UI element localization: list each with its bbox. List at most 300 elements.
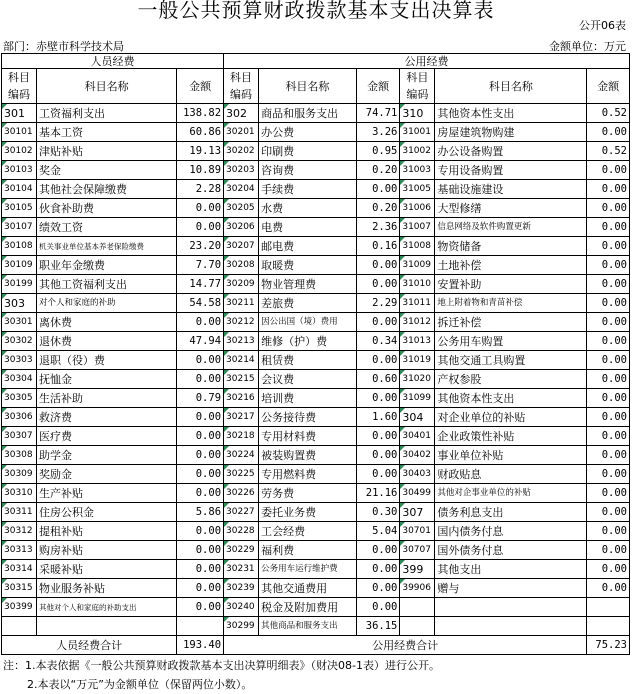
code-cell: 30315 — [2, 579, 37, 598]
public-total-label: 公用经费合计 — [224, 636, 587, 655]
code-cell: 31005 — [400, 180, 435, 199]
name-cell: 维修（护）费 — [259, 332, 357, 351]
amount-cell: 0.00 — [356, 427, 400, 446]
header-name: 科目名称 — [259, 69, 357, 104]
department-label: 部门：赤壁市科学技术局 — [3, 40, 124, 53]
name-cell: 其他资本性支出 — [435, 389, 587, 408]
name-cell: 水费 — [259, 199, 357, 218]
code-cell: 30308 — [2, 446, 37, 465]
name-cell: 生产补贴 — [37, 484, 177, 503]
code-cell: 30301 — [2, 313, 37, 332]
name-cell: 拆迁补偿 — [435, 313, 587, 332]
name-cell: 债务利息支出 — [435, 503, 587, 522]
name-cell: 助学金 — [37, 446, 177, 465]
name-cell: 工资福利支出 — [37, 104, 177, 123]
table-row — [2, 123, 630, 142]
code-cell: 30206 — [224, 218, 259, 237]
code-cell: 30403 — [400, 465, 435, 484]
code-cell: 30313 — [2, 541, 37, 560]
amount-cell: 60.86 — [177, 123, 224, 142]
code-cell — [400, 598, 435, 617]
name-cell: 对企业单位的补贴 — [435, 408, 587, 427]
table-row — [2, 294, 630, 313]
code-cell: 30226 — [224, 484, 259, 503]
code-cell: 30208 — [224, 256, 259, 275]
name-cell: 其他对企事业单位的补贴 — [435, 484, 587, 503]
code-cell: 30224 — [224, 446, 259, 465]
name-cell: 物资储备 — [435, 237, 587, 256]
name-cell: 救济费 — [37, 408, 177, 427]
code-cell: 31002 — [400, 142, 435, 161]
amount-cell: 36.15 — [356, 617, 400, 636]
name-cell: 其他对个人和家庭的补助支出 — [37, 598, 177, 617]
name-cell: 其他工资福利支出 — [37, 275, 177, 294]
amount-cell: 74.71 — [356, 104, 400, 123]
amount-cell: 0.00 — [177, 446, 224, 465]
table-row — [2, 503, 630, 522]
name-cell: 其他交通费用 — [259, 579, 357, 598]
name-cell: 大型修缮 — [435, 199, 587, 218]
amount-cell: 0.00 — [177, 522, 224, 541]
code-cell: 301 — [2, 104, 37, 123]
name-cell: 伙食补助费 — [37, 199, 177, 218]
code-cell: 31013 — [400, 332, 435, 351]
code-cell: 303 — [2, 294, 37, 313]
amount-cell: 21.16 — [356, 484, 400, 503]
code-cell — [2, 617, 37, 636]
code-cell: 31019 — [400, 351, 435, 370]
code-cell: 30104 — [2, 180, 37, 199]
code-cell: 30216 — [224, 389, 259, 408]
table-row — [2, 256, 630, 275]
name-cell: 绩效工资 — [37, 218, 177, 237]
code-cell: 30305 — [2, 389, 37, 408]
table-row — [2, 351, 630, 370]
name-cell: 差旅费 — [259, 294, 357, 313]
code-cell: 30309 — [2, 465, 37, 484]
amount-cell: 0.00 — [356, 389, 400, 408]
name-cell: 财政贴息 — [435, 465, 587, 484]
code-cell: 30207 — [224, 237, 259, 256]
amount-cell: 0.00 — [587, 503, 630, 522]
amount-cell: 0.00 — [177, 408, 224, 427]
code-cell: 31099 — [400, 389, 435, 408]
amount-cell: 0.00 — [587, 256, 630, 275]
amount-cell: 0.00 — [356, 256, 400, 275]
code-cell: 30306 — [2, 408, 37, 427]
code-cell: 30213 — [224, 332, 259, 351]
code-cell: 30225 — [224, 465, 259, 484]
code-cell: 30201 — [224, 123, 259, 142]
name-cell: 土地补偿 — [435, 256, 587, 275]
amount-cell: 0.00 — [587, 123, 630, 142]
expenditure-table — [1, 53, 630, 655]
code-cell: 304 — [400, 408, 435, 427]
name-cell: 公务接待费 — [259, 408, 357, 427]
code-cell: 30102 — [2, 142, 37, 161]
name-cell: 税金及附加费用 — [259, 598, 357, 617]
name-cell: 对个人和家庭的补助 — [37, 294, 177, 313]
totals-row — [2, 636, 630, 655]
name-cell: 取暖费 — [259, 256, 357, 275]
name-cell: 劳务费 — [259, 484, 357, 503]
name-cell: 被装购置费 — [259, 446, 357, 465]
table-row — [2, 465, 630, 484]
amount-cell: 0.00 — [587, 560, 630, 579]
code-cell: 30707 — [400, 541, 435, 560]
header-name: 科目名称 — [37, 69, 177, 104]
name-cell: 邮电费 — [259, 237, 357, 256]
name-cell: 公务用车运行维护费 — [259, 560, 357, 579]
amount-cell: 0.00 — [587, 446, 630, 465]
amount-cell: 0.00 — [587, 427, 630, 446]
code-cell: 307 — [400, 503, 435, 522]
code-cell: 31003 — [400, 161, 435, 180]
name-cell: 福利费 — [259, 541, 357, 560]
table-row — [2, 389, 630, 408]
code-cell: 30203 — [224, 161, 259, 180]
amount-cell: 0.00 — [587, 237, 630, 256]
name-cell: 提租补贴 — [37, 522, 177, 541]
name-cell: 离休费 — [37, 313, 177, 332]
code-cell: 30399 — [2, 598, 37, 617]
code-cell: 30108 — [2, 237, 37, 256]
name-cell: 采暖补贴 — [37, 560, 177, 579]
code-cell: 30311 — [2, 503, 37, 522]
name-cell: 其他商品和服务支出 — [259, 617, 357, 636]
name-cell: 商品和服务支出 — [259, 104, 357, 123]
name-cell: 工会经费 — [259, 522, 357, 541]
code-cell: 30103 — [2, 161, 37, 180]
amount-cell: 7.70 — [177, 256, 224, 275]
name-cell: 医疗费 — [37, 427, 177, 446]
amount-cell: 0.00 — [177, 465, 224, 484]
name-cell: 物业管理费 — [259, 275, 357, 294]
name-cell: 物业服务补贴 — [37, 579, 177, 598]
code-cell: 31008 — [400, 237, 435, 256]
table-row — [2, 560, 630, 579]
amount-cell: 0.00 — [177, 218, 224, 237]
name-cell: 电费 — [259, 218, 357, 237]
code-cell: 30215 — [224, 370, 259, 389]
code-cell: 399 — [400, 560, 435, 579]
code-cell: 30240 — [224, 598, 259, 617]
table-row — [2, 199, 630, 218]
unit-label: 金额单位：万元 — [549, 40, 626, 53]
amount-cell: 0.00 — [356, 579, 400, 598]
amount-cell: 0.00 — [587, 408, 630, 427]
code-cell: 30217 — [224, 408, 259, 427]
code-cell: 30209 — [224, 275, 259, 294]
amount-cell: 0.00 — [587, 218, 630, 237]
section-public: 公用经费 — [224, 54, 630, 69]
name-cell: 咨询费 — [259, 161, 357, 180]
code-cell: 30299 — [224, 617, 259, 636]
name-cell: 专用燃料费 — [259, 465, 357, 484]
amount-cell: 3.26 — [356, 123, 400, 142]
amount-cell: 0.00 — [587, 484, 630, 503]
amount-cell: 0.95 — [356, 142, 400, 161]
code-cell: 30302 — [2, 332, 37, 351]
header-amount: 金额 — [587, 69, 630, 104]
code-cell: 31012 — [400, 313, 435, 332]
amount-cell: 47.94 — [177, 332, 224, 351]
public-total-amount: 75.23 — [587, 636, 630, 655]
name-cell: 奖励金 — [37, 465, 177, 484]
code-cell — [400, 617, 435, 636]
name-cell: 其他资本性支出 — [435, 104, 587, 123]
amount-cell: 0.00 — [356, 598, 400, 617]
name-cell: 办公费 — [259, 123, 357, 142]
amount-cell: 0.00 — [587, 465, 630, 484]
amount-cell: 0.00 — [587, 370, 630, 389]
code-cell: 31010 — [400, 275, 435, 294]
name-cell: 因公出国（境）费用 — [259, 313, 357, 332]
amount-cell: 0.00 — [177, 579, 224, 598]
name-cell: 产权参股 — [435, 370, 587, 389]
code-cell: 30218 — [224, 427, 259, 446]
table-number: 公开06表 — [579, 19, 626, 32]
amount-cell — [587, 617, 630, 636]
table-row — [2, 313, 630, 332]
table-row — [2, 142, 630, 161]
amount-cell: 0.00 — [356, 560, 400, 579]
name-cell — [37, 617, 177, 636]
amount-cell: 0.00 — [587, 275, 630, 294]
code-cell: 30212 — [224, 313, 259, 332]
name-cell: 奖金 — [37, 161, 177, 180]
name-cell: 赠与 — [435, 579, 587, 598]
name-cell: 住房公积金 — [37, 503, 177, 522]
amount-cell: 23.20 — [177, 237, 224, 256]
code-cell: 30307 — [2, 427, 37, 446]
amount-cell: 0.00 — [177, 313, 224, 332]
report-title: 一般公共预算财政拨款基本支出决算表 — [137, 0, 495, 22]
amount-cell: 0.00 — [587, 161, 630, 180]
code-cell: 30229 — [224, 541, 259, 560]
name-cell: 机关事业单位基本养老保险缴费 — [37, 237, 177, 256]
name-cell: 生活补助 — [37, 389, 177, 408]
code-cell: 302 — [224, 104, 259, 123]
table-row — [2, 541, 630, 560]
name-cell: 印刷费 — [259, 142, 357, 161]
amount-cell: 0.00 — [356, 275, 400, 294]
amount-cell: 2.28 — [177, 180, 224, 199]
header-code: 科目编码 — [2, 69, 37, 104]
amount-cell: 0.00 — [177, 541, 224, 560]
amount-cell: 0.20 — [356, 199, 400, 218]
name-cell: 津贴补贴 — [37, 142, 177, 161]
code-cell: 30202 — [224, 142, 259, 161]
code-cell: 30401 — [400, 427, 435, 446]
table-row — [2, 237, 630, 256]
code-cell: 30214 — [224, 351, 259, 370]
code-cell: 30304 — [2, 370, 37, 389]
code-cell: 30211 — [224, 294, 259, 313]
table-row — [2, 446, 630, 465]
table-row — [2, 617, 630, 636]
amount-cell: 0.60 — [356, 370, 400, 389]
amount-cell: 0.00 — [356, 446, 400, 465]
table-row — [2, 579, 630, 598]
name-cell: 安置补助 — [435, 275, 587, 294]
code-cell: 30231 — [224, 560, 259, 579]
header-name: 科目名称 — [435, 69, 587, 104]
personnel-total-label: 人员经费合计 — [2, 636, 177, 655]
amount-cell: 19.13 — [177, 142, 224, 161]
table-row — [2, 427, 630, 446]
name-cell: 租赁费 — [259, 351, 357, 370]
name-cell — [435, 598, 587, 617]
table-row — [2, 218, 630, 237]
amount-cell: 0.00 — [587, 180, 630, 199]
code-cell: 30105 — [2, 199, 37, 218]
table-row — [2, 484, 630, 503]
amount-cell: 0.34 — [356, 332, 400, 351]
personnel-total-amount: 193.40 — [177, 636, 224, 655]
amount-cell: 0.00 — [587, 294, 630, 313]
table-row — [2, 522, 630, 541]
table-row — [2, 408, 630, 427]
name-cell: 信息网络及软件购置更新 — [435, 218, 587, 237]
amount-cell: 0.00 — [177, 427, 224, 446]
table-row — [2, 104, 630, 123]
code-cell: 30227 — [224, 503, 259, 522]
code-cell: 39906 — [400, 579, 435, 598]
amount-cell: 0.00 — [177, 598, 224, 617]
amount-cell: 2.36 — [356, 218, 400, 237]
amount-cell: 5.86 — [177, 503, 224, 522]
name-cell: 基本工资 — [37, 123, 177, 142]
code-cell: 30314 — [2, 560, 37, 579]
code-cell: 30107 — [2, 218, 37, 237]
amount-cell: 0.00 — [587, 389, 630, 408]
name-cell: 手续费 — [259, 180, 357, 199]
amount-cell: 0.00 — [587, 522, 630, 541]
amount-cell: 0.00 — [177, 199, 224, 218]
name-cell: 企业政策性补贴 — [435, 427, 587, 446]
code-cell: 310 — [400, 104, 435, 123]
name-cell: 购房补贴 — [37, 541, 177, 560]
name-cell: 退职（役）费 — [37, 351, 177, 370]
amount-cell: 0.16 — [356, 237, 400, 256]
header-amount: 金额 — [177, 69, 224, 104]
amount-cell: 0.79 — [177, 389, 224, 408]
amount-cell: 0.30 — [356, 503, 400, 522]
amount-cell: 2.29 — [356, 294, 400, 313]
code-cell: 30701 — [400, 522, 435, 541]
amount-cell: 0.00 — [356, 313, 400, 332]
name-cell: 基础设施建设 — [435, 180, 587, 199]
code-cell: 30101 — [2, 123, 37, 142]
code-cell: 31020 — [400, 370, 435, 389]
header-code: 科目编码 — [400, 69, 435, 104]
amount-cell: 54.58 — [177, 294, 224, 313]
name-cell: 其他社会保障缴费 — [37, 180, 177, 199]
amount-cell: 0.52 — [587, 104, 630, 123]
name-cell: 会议费 — [259, 370, 357, 389]
amount-cell: 0.00 — [587, 199, 630, 218]
amount-cell: 0.00 — [177, 560, 224, 579]
code-cell: 30303 — [2, 351, 37, 370]
amount-cell: 10.89 — [177, 161, 224, 180]
amount-cell: 0.00 — [356, 465, 400, 484]
code-cell: 31006 — [400, 199, 435, 218]
code-cell: 31011 — [400, 294, 435, 313]
name-cell: 抚恤金 — [37, 370, 177, 389]
amount-cell: 1.60 — [356, 408, 400, 427]
code-cell: 30239 — [224, 579, 259, 598]
table-row — [2, 598, 630, 617]
notes — [3, 656, 440, 694]
code-cell: 30109 — [2, 256, 37, 275]
name-cell: 房屋建筑物购建 — [435, 123, 587, 142]
table-row — [2, 332, 630, 351]
amount-cell: 0.00 — [356, 180, 400, 199]
section-personnel: 人员经费 — [2, 54, 224, 69]
name-cell: 地上附着物和青苗补偿 — [435, 294, 587, 313]
amount-cell: 0.00 — [587, 313, 630, 332]
name-cell: 委托业务费 — [259, 503, 357, 522]
name-cell: 其他支出 — [435, 560, 587, 579]
name-cell: 职业年金缴费 — [37, 256, 177, 275]
amount-cell: 0.00 — [587, 579, 630, 598]
code-cell: 30499 — [400, 484, 435, 503]
amount-cell — [177, 617, 224, 636]
code-cell: 30205 — [224, 199, 259, 218]
table-row — [2, 275, 630, 294]
name-cell: 培训费 — [259, 389, 357, 408]
code-cell: 30310 — [2, 484, 37, 503]
amount-cell: 5.04 — [356, 522, 400, 541]
name-cell: 办公设备购置 — [435, 142, 587, 161]
amount-cell: 0.00 — [177, 370, 224, 389]
code-cell: 30312 — [2, 522, 37, 541]
amount-cell: 14.77 — [177, 275, 224, 294]
amount-cell: 0.00 — [356, 541, 400, 560]
table-row — [2, 180, 630, 199]
amount-cell: 0.52 — [587, 142, 630, 161]
name-cell: 其他交通工具购置 — [435, 351, 587, 370]
table-row — [2, 161, 630, 180]
code-cell: 30402 — [400, 446, 435, 465]
name-cell: 事业单位补贴 — [435, 446, 587, 465]
header-code: 科目编码 — [224, 69, 259, 104]
amount-cell: 0.00 — [587, 332, 630, 351]
amount-cell: 0.20 — [356, 161, 400, 180]
name-cell: 退休费 — [37, 332, 177, 351]
name-cell: 国内债务付息 — [435, 522, 587, 541]
amount-cell: 0.00 — [587, 541, 630, 560]
code-cell: 30228 — [224, 522, 259, 541]
name-cell — [435, 617, 587, 636]
note-1: 注：1.本表依据《一般公共预算财政拨款基本支出决算明细表》（财决08-1表）进行公开。 — [3, 659, 440, 672]
amount-cell: 0.00 — [356, 351, 400, 370]
name-cell: 专用材料费 — [259, 427, 357, 446]
code-cell: 30204 — [224, 180, 259, 199]
code-cell: 30199 — [2, 275, 37, 294]
code-cell: 31001 — [400, 123, 435, 142]
name-cell: 国外债务付息 — [435, 541, 587, 560]
name-cell: 公务用车购置 — [435, 332, 587, 351]
amount-cell: 0.00 — [177, 484, 224, 503]
amount-cell: 138.82 — [177, 104, 224, 123]
code-cell: 31009 — [400, 256, 435, 275]
table-row — [2, 370, 630, 389]
code-cell: 31007 — [400, 218, 435, 237]
name-cell: 专用设备购置 — [435, 161, 587, 180]
amount-cell — [587, 598, 630, 617]
